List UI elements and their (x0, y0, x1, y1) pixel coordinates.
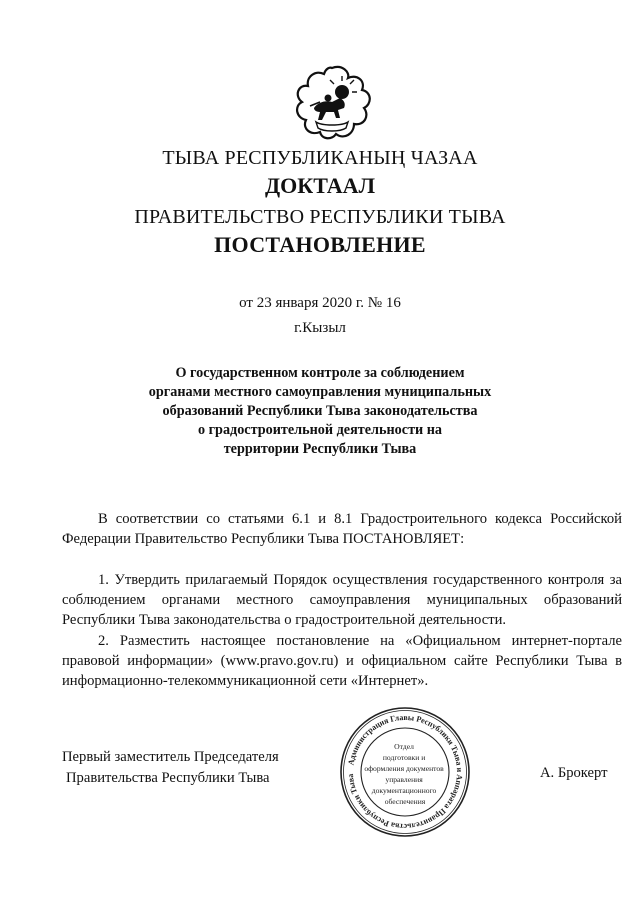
stamp-line: управления (385, 775, 423, 784)
item-2-paragraph: 2. Разместить настоящее постановление на «Официальном интернет-портале правовой информации» (www.pravo.gov.ru) и официальном сайте Республики Тыва в информационно-телекоммуникационной сети «Интернет». (62, 633, 622, 689)
position-line-1: Первый заместитель Председателя (62, 749, 279, 765)
stamp-line: документационного (371, 786, 437, 795)
russian-document-type: ПОСТАНОВЛЕНИЕ (214, 232, 426, 257)
title-line: образований Республики Тыва законодательства (162, 403, 478, 419)
title-line: органами местного самоуправления муниципальных (148, 384, 492, 400)
title-line: О государственном контроле за соблюдением (175, 365, 465, 381)
coat-of-arms-icon (290, 62, 374, 142)
signatory-position (62, 747, 279, 789)
tyva-document-type: ДОКТААЛ (265, 173, 375, 198)
official-stamp (338, 705, 472, 839)
position-line-2: Правительства Республики Тыва (66, 770, 270, 786)
signatory-name: А. Брокерт (540, 765, 608, 781)
stamp-line: подготовки и (382, 753, 426, 762)
document-date-number: от 23 января 2020 г. № 16 (239, 295, 401, 311)
document-title (0, 364, 640, 459)
stamp-line: обеспечения (384, 797, 426, 806)
document-city: г.Кызыл (294, 320, 346, 336)
intro-paragraph: В соответствии со статьями 6.1 и 8.1 Градостроительного кодекса Российской Федерации Правительство Республики Тыва ПОСТАНОВЛЯЕТ: (62, 511, 622, 547)
stamp-line: Отдел (394, 742, 414, 751)
stamp-ring-text: Администрация Главы Республики Тыва и Аппарата Правительства Республики Тыва (345, 712, 465, 832)
tyva-government-name: ТЫВА РЕСПУБЛИКАНЫҢ ЧАЗАА (162, 147, 478, 169)
svg-text:Отдел подготовки и (364, 742, 445, 806)
item-1-paragraph: 1. Утвердить прилагаемый Порядок осуществления государственного контроля за соблюдением органами местного самоуправления муниципальных образований Республики Тыва законодательства о градостроительной деятельности. (62, 572, 622, 628)
russian-government-name: ПРАВИТЕЛЬСТВО РЕСПУБЛИКИ ТЫВА (134, 206, 506, 228)
stamp-line: оформления документов (364, 764, 444, 773)
title-line: территории Республики Тыва (223, 441, 417, 457)
title-line: о градостроительной деятельности на (197, 422, 443, 438)
